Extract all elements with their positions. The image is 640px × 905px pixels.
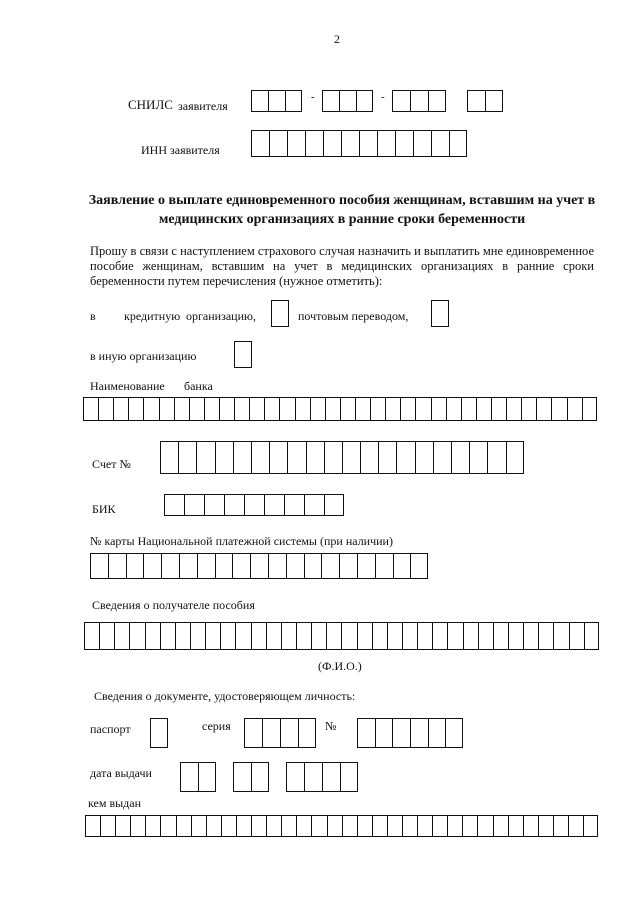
input-cell[interactable] — [189, 397, 204, 421]
page-number: 2 — [334, 32, 340, 46]
input-cell[interactable] — [387, 622, 402, 650]
input-cell[interactable] — [269, 441, 287, 474]
input-cell[interactable] — [115, 815, 130, 837]
input-cell[interactable] — [433, 441, 451, 474]
input-cell[interactable] — [160, 441, 178, 474]
input-cell[interactable] — [130, 815, 145, 837]
input-cell[interactable] — [126, 553, 144, 579]
input-cell[interactable] — [341, 622, 356, 650]
input-cell[interactable] — [251, 762, 269, 792]
snils-sub-label: заявителя — [178, 99, 228, 113]
input-cell[interactable] — [251, 815, 266, 837]
input-cell[interactable] — [180, 762, 198, 792]
input-cell[interactable] — [219, 397, 234, 421]
input-cell[interactable] — [281, 815, 296, 837]
issued-by-label: кем выдан — [88, 796, 142, 810]
input-cell[interactable] — [161, 553, 179, 579]
input-cell[interactable] — [251, 622, 266, 650]
bik-field[interactable] — [164, 494, 344, 516]
input-cell[interactable] — [357, 622, 372, 650]
input-cell[interactable] — [428, 718, 446, 748]
input-cell[interactable] — [159, 397, 174, 421]
input-cell[interactable] — [413, 130, 431, 157]
input-cell[interactable] — [251, 441, 269, 474]
input-cell[interactable] — [341, 130, 359, 157]
input-cell[interactable] — [359, 130, 377, 157]
input-cell[interactable] — [387, 815, 402, 837]
recipient-fio-field[interactable] — [84, 622, 599, 650]
input-cell[interactable] — [285, 90, 302, 112]
input-cell[interactable] — [306, 441, 324, 474]
input-cell[interactable] — [568, 815, 583, 837]
snils-field-group-2[interactable] — [322, 90, 373, 112]
passport-number-label: № — [325, 719, 337, 733]
input-cell[interactable] — [521, 397, 536, 421]
input-cell[interactable] — [477, 815, 492, 837]
issued-by-field[interactable] — [85, 815, 598, 837]
input-cell[interactable] — [326, 622, 341, 650]
input-cell[interactable] — [462, 815, 477, 837]
input-cell[interactable] — [232, 553, 250, 579]
input-cell[interactable] — [339, 90, 356, 112]
input-cell[interactable] — [235, 622, 250, 650]
input-cell[interactable] — [375, 553, 393, 579]
passport-number-field[interactable] — [357, 718, 463, 748]
input-cell[interactable] — [198, 762, 216, 792]
input-cell[interactable] — [311, 815, 326, 837]
input-cell[interactable] — [298, 718, 316, 748]
input-cell[interactable] — [417, 622, 432, 650]
input-cell[interactable] — [410, 90, 428, 112]
input-cell[interactable] — [280, 718, 298, 748]
input-cell[interactable] — [567, 397, 582, 421]
snils-field-group-3[interactable] — [392, 90, 446, 112]
input-cell[interactable] — [506, 397, 521, 421]
input-cell[interactable] — [304, 494, 324, 516]
input-cell[interactable] — [197, 553, 215, 579]
input-cell[interactable] — [311, 622, 326, 650]
input-cell[interactable] — [143, 553, 161, 579]
input-cell[interactable] — [176, 815, 191, 837]
input-cell[interactable] — [451, 441, 469, 474]
input-cell[interactable] — [184, 494, 204, 516]
input-cell[interactable] — [355, 397, 370, 421]
input-cell[interactable] — [325, 397, 340, 421]
input-cell[interactable] — [324, 441, 342, 474]
input-cell[interactable] — [402, 815, 417, 837]
input-cell[interactable] — [128, 397, 143, 421]
input-cell[interactable] — [233, 762, 251, 792]
input-cell[interactable] — [322, 90, 339, 112]
input-cell[interactable] — [392, 90, 410, 112]
input-cell[interactable] — [487, 441, 505, 474]
input-cell[interactable] — [175, 622, 190, 650]
credit-organization-checkbox[interactable] — [271, 300, 289, 327]
input-cell[interactable] — [342, 815, 357, 837]
input-cell[interactable] — [395, 130, 413, 157]
input-cell[interactable] — [485, 90, 503, 112]
input-cell[interactable] — [467, 90, 485, 112]
input-cell[interactable] — [174, 397, 189, 421]
input-cell[interactable] — [323, 130, 341, 157]
issue-date-label: дата выдачи — [90, 766, 152, 780]
input-cell[interactable] — [244, 718, 262, 748]
postal-transfer-checkbox[interactable] — [431, 300, 449, 327]
input-cell[interactable] — [447, 815, 462, 837]
input-cell[interactable] — [357, 815, 372, 837]
input-cell[interactable] — [415, 441, 433, 474]
input-cell[interactable] — [145, 622, 160, 650]
issue-date-year-field[interactable] — [286, 762, 358, 792]
input-cell[interactable] — [190, 622, 205, 650]
input-cell[interactable] — [295, 397, 310, 421]
input-cell[interactable] — [251, 90, 268, 112]
other-organization-checkbox[interactable] — [234, 341, 252, 368]
input-cell[interactable] — [287, 441, 305, 474]
passport-checkbox[interactable] — [150, 718, 168, 748]
input-cell[interactable] — [536, 397, 551, 421]
input-cell[interactable] — [385, 397, 400, 421]
snils-separator-2: - — [381, 91, 385, 103]
input-cell[interactable] — [234, 397, 249, 421]
input-cell[interactable] — [417, 815, 432, 837]
input-cell[interactable] — [461, 397, 476, 421]
input-cell[interactable] — [205, 622, 220, 650]
input-cell[interactable] — [250, 553, 268, 579]
input-cell[interactable] — [268, 553, 286, 579]
input-cell[interactable] — [340, 397, 355, 421]
input-cell[interactable] — [410, 718, 428, 748]
snils-field-group-4[interactable] — [467, 90, 503, 112]
input-cell[interactable] — [164, 494, 184, 516]
input-cell[interactable] — [98, 397, 113, 421]
input-cell[interactable] — [360, 441, 378, 474]
input-cell[interactable] — [428, 90, 446, 112]
input-cell[interactable] — [449, 130, 467, 157]
input-cell[interactable] — [196, 441, 214, 474]
input-cell[interactable] — [432, 815, 447, 837]
id-document-label: Сведения о документе, удостоверяющем личность: — [94, 689, 356, 703]
input-cell[interactable] — [372, 622, 387, 650]
snils-separator-1: - — [311, 91, 315, 103]
input-cell[interactable] — [508, 815, 523, 837]
input-cell[interactable] — [506, 441, 524, 474]
payment-word-organization: организацию, — [186, 309, 256, 323]
input-cell[interactable] — [370, 397, 385, 421]
input-cell[interactable] — [286, 553, 304, 579]
input-cell[interactable] — [305, 130, 323, 157]
input-cell[interactable] — [372, 815, 387, 837]
input-cell[interactable] — [251, 130, 269, 157]
input-cell[interactable] — [551, 397, 566, 421]
input-cell[interactable] — [233, 441, 251, 474]
input-cell[interactable] — [269, 130, 287, 157]
input-cell[interactable] — [179, 553, 197, 579]
input-cell[interactable] — [160, 622, 175, 650]
input-cell[interactable] — [108, 553, 126, 579]
input-cell[interactable] — [447, 622, 462, 650]
input-cell[interactable] — [266, 622, 281, 650]
fio-caption: (Ф.И.О.) — [318, 659, 362, 673]
card-number-field[interactable] — [90, 553, 428, 579]
input-cell[interactable] — [85, 815, 100, 837]
request-paragraph: Прошу в связи с наступлением страхового случая назначить и выплатить мне единовременное пособие женщинам, вставшим на учет в медицинских организациях в ранние сроки беременности путем перечисления (нужное отметить): — [90, 244, 594, 288]
input-cell[interactable] — [262, 718, 280, 748]
input-cell[interactable] — [113, 397, 128, 421]
input-cell[interactable] — [310, 397, 325, 421]
input-cell[interactable] — [538, 622, 553, 650]
input-cell[interactable] — [83, 397, 98, 421]
input-cell[interactable] — [100, 815, 115, 837]
input-cell[interactable] — [129, 622, 144, 650]
input-cell[interactable] — [281, 622, 296, 650]
input-cell[interactable] — [342, 441, 360, 474]
recipient-label: Сведения о получателе пособия — [92, 598, 255, 612]
input-cell[interactable] — [244, 494, 264, 516]
input-cell[interactable] — [145, 815, 160, 837]
input-cell[interactable] — [396, 441, 414, 474]
input-cell[interactable] — [296, 815, 311, 837]
input-cell[interactable] — [432, 622, 447, 650]
input-cell[interactable] — [491, 397, 506, 421]
input-cell[interactable] — [236, 815, 251, 837]
account-number-field[interactable] — [160, 441, 524, 474]
input-cell[interactable] — [304, 762, 322, 792]
input-cell[interactable] — [339, 553, 357, 579]
input-cell[interactable] — [296, 622, 311, 650]
input-cell[interactable] — [446, 397, 461, 421]
input-cell[interactable] — [143, 397, 158, 421]
input-cell[interactable] — [204, 494, 224, 516]
input-cell[interactable] — [493, 622, 508, 650]
input-cell[interactable] — [469, 441, 487, 474]
input-cell[interactable] — [393, 553, 411, 579]
input-cell[interactable] — [160, 815, 175, 837]
input-cell[interactable] — [206, 815, 221, 837]
input-cell[interactable] — [84, 622, 99, 650]
input-cell[interactable] — [249, 397, 264, 421]
form-title: Заявление о выплате единовременного пособия женщинам, вставшим на учет в медицинских организациях в ранние сроки беременности — [88, 193, 596, 227]
input-cell[interactable] — [523, 815, 538, 837]
account-number-label: Счет № — [92, 457, 131, 471]
inn-field[interactable] — [251, 130, 467, 157]
input-cell[interactable] — [266, 815, 281, 837]
input-cell[interactable] — [538, 815, 553, 837]
passport-label: паспорт — [90, 722, 131, 736]
input-cell[interactable] — [375, 718, 393, 748]
input-cell[interactable] — [224, 494, 244, 516]
input-cell[interactable] — [415, 397, 430, 421]
input-cell[interactable] — [582, 397, 597, 421]
input-cell[interactable] — [569, 622, 584, 650]
passport-series-field[interactable] — [244, 718, 316, 748]
input-cell[interactable] — [304, 553, 322, 579]
snils-field-group-1[interactable] — [251, 90, 302, 112]
input-cell[interactable] — [114, 622, 129, 650]
payment-word-credit: кредитную — [124, 309, 181, 323]
input-cell[interactable] — [357, 718, 375, 748]
input-cell[interactable] — [493, 815, 508, 837]
payment-word-v: в — [90, 309, 96, 323]
issue-date-day-field[interactable] — [180, 762, 216, 792]
input-cell[interactable] — [215, 441, 233, 474]
input-cell[interactable] — [284, 494, 304, 516]
input-cell[interactable] — [402, 622, 417, 650]
input-cell[interactable] — [392, 718, 410, 748]
input-cell[interactable] — [357, 553, 375, 579]
input-cell[interactable] — [178, 441, 196, 474]
input-cell[interactable] — [279, 397, 294, 421]
bik-label: БИК — [92, 502, 116, 516]
input-cell[interactable] — [327, 815, 342, 837]
card-number-label: № карты Национальной платежной системы (при наличии) — [90, 534, 393, 548]
input-cell[interactable] — [410, 553, 428, 579]
input-cell[interactable] — [478, 622, 493, 650]
input-cell[interactable] — [445, 718, 463, 748]
issue-date-month-field[interactable] — [233, 762, 269, 792]
input-cell[interactable] — [356, 90, 373, 112]
input-cell[interactable] — [287, 130, 305, 157]
input-cell[interactable] — [583, 815, 598, 837]
input-cell[interactable] — [90, 553, 108, 579]
input-cell[interactable] — [204, 397, 219, 421]
input-cell[interactable] — [431, 397, 446, 421]
input-cell[interactable] — [264, 397, 279, 421]
input-cell[interactable] — [377, 130, 395, 157]
input-cell[interactable] — [191, 815, 206, 837]
postal-transfer-label: почтовым переводом, — [298, 309, 409, 323]
bank-name-label-2: банка — [184, 379, 213, 393]
inn-label: ИНН заявителя — [141, 143, 220, 157]
bank-name-label: Наименование — [90, 379, 165, 393]
input-cell[interactable] — [215, 553, 233, 579]
input-cell[interactable] — [463, 622, 478, 650]
input-cell[interactable] — [400, 397, 415, 421]
input-cell[interactable] — [340, 762, 358, 792]
input-cell[interactable] — [378, 441, 396, 474]
input-cell[interactable] — [221, 815, 236, 837]
input-cell[interactable] — [220, 622, 235, 650]
input-cell[interactable] — [268, 90, 285, 112]
input-cell[interactable] — [553, 815, 568, 837]
input-cell[interactable] — [508, 622, 523, 650]
passport-series-label: серия — [202, 719, 231, 733]
input-cell[interactable] — [321, 553, 339, 579]
input-cell[interactable] — [523, 622, 538, 650]
input-cell[interactable] — [99, 622, 114, 650]
input-cell[interactable] — [322, 762, 340, 792]
input-cell[interactable] — [431, 130, 449, 157]
snils-label: СНИЛС — [128, 97, 173, 112]
input-cell[interactable] — [553, 622, 568, 650]
input-cell[interactable] — [476, 397, 491, 421]
input-cell[interactable] — [264, 494, 284, 516]
input-cell[interactable] — [584, 622, 599, 650]
input-cell[interactable] — [286, 762, 304, 792]
bank-name-field[interactable] — [83, 397, 597, 421]
other-organization-label: в иную организацию — [90, 349, 197, 363]
input-cell[interactable] — [324, 494, 344, 516]
